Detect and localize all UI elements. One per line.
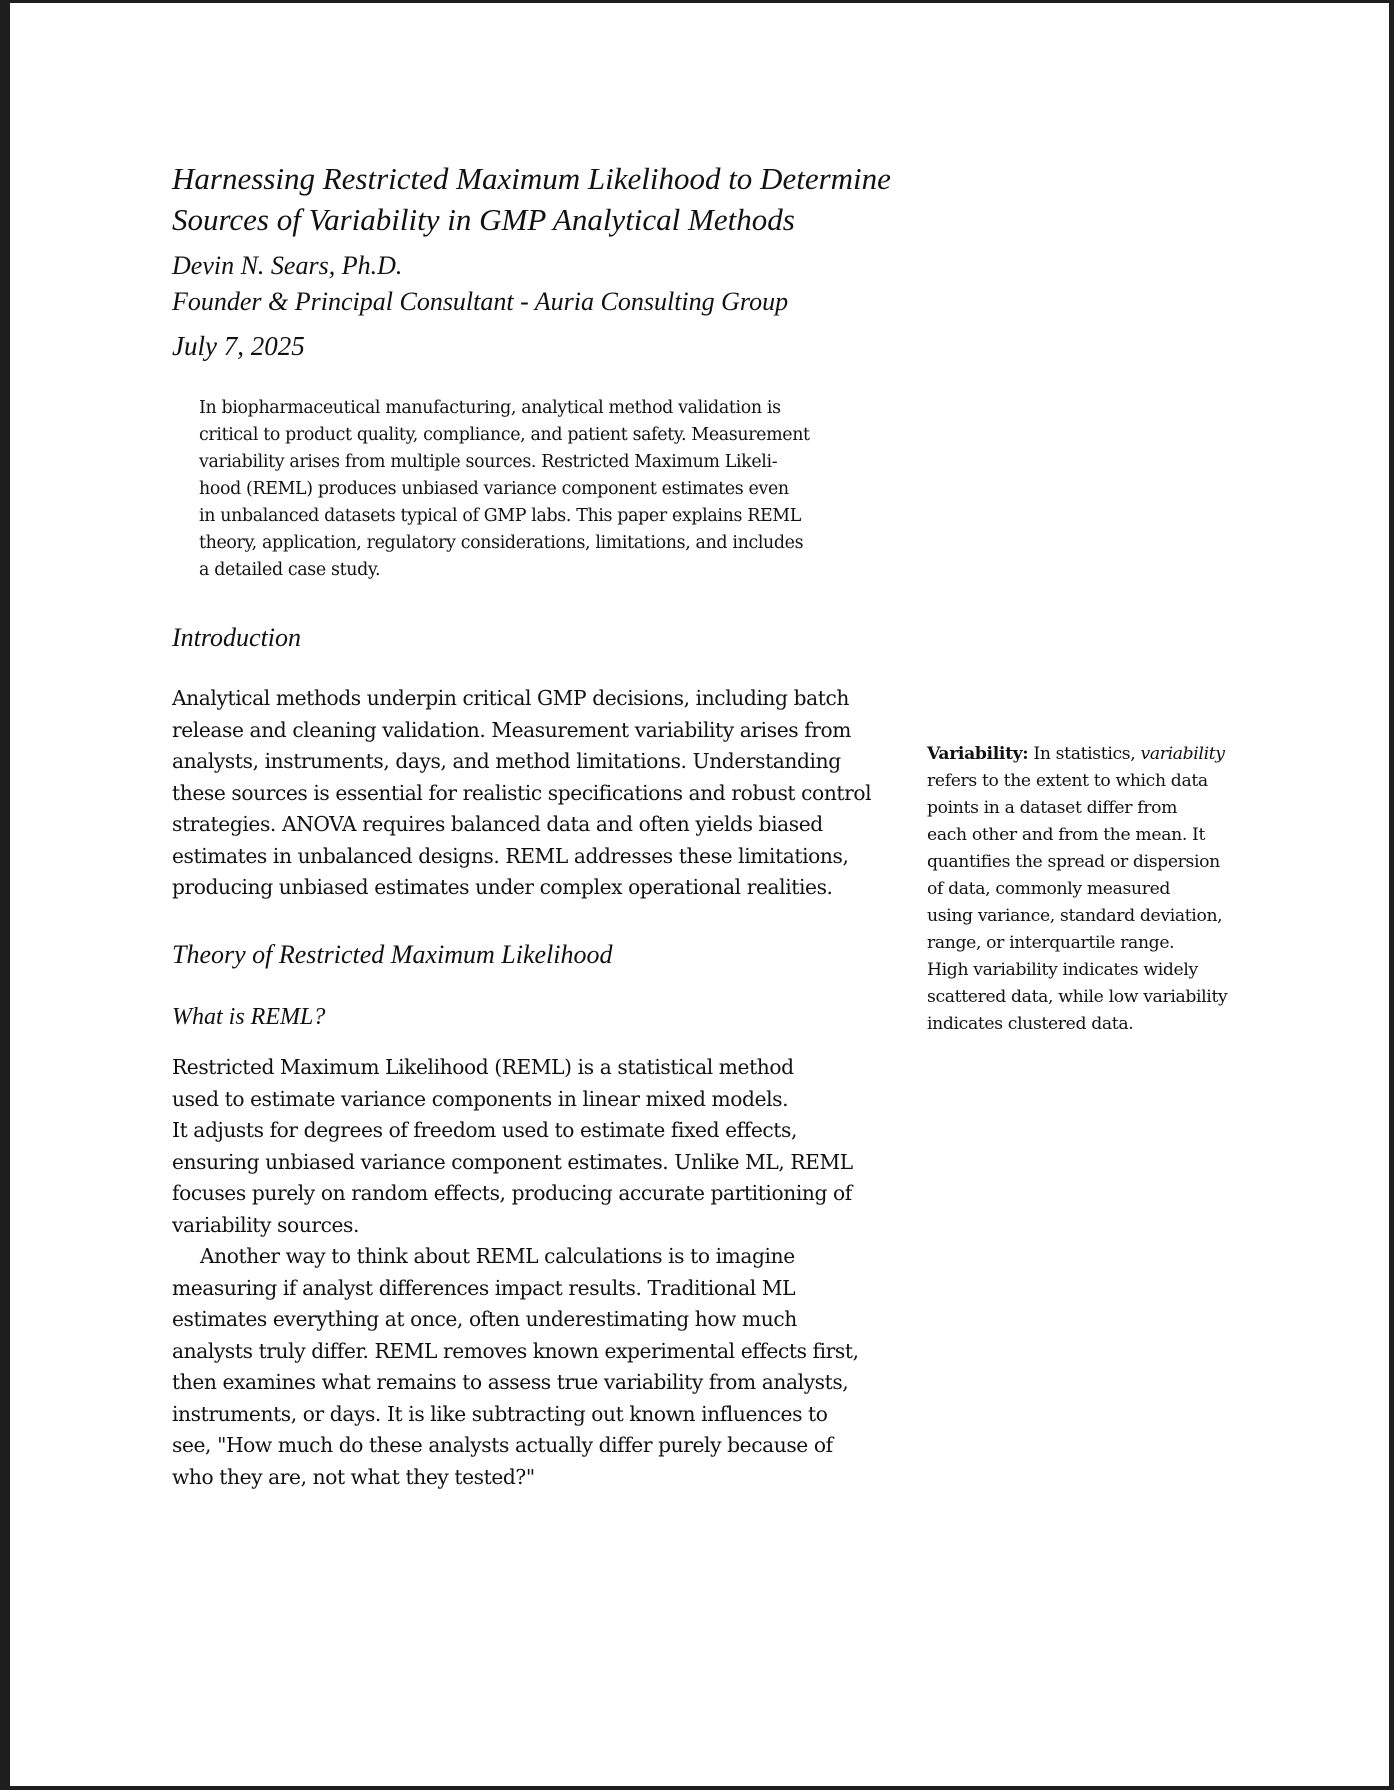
section-heading-introduction: Introduction [172,623,302,652]
paragraph-line: analysts, instruments, days, and method limitations. Understanding [172,749,841,773]
margin-note-emphasis: variability [1140,744,1225,764]
paragraph-line: Restricted Maximum Likelihood (REML) is a statistical method [172,1055,794,1079]
paragraph-line: variability sources. [172,1212,360,1237]
margin-note-line: using variance, standard deviation, [927,906,1223,926]
introduction-paragraph [172,683,892,904]
document-page [10,3,1389,1786]
paragraph-line: used to estimate variance components in linear mixed models. [172,1086,789,1111]
paragraph-line: measuring if analyst differences impact results. Traditional ML [172,1275,796,1300]
margin-note-line: of data, commonly measured [927,879,1171,899]
paragraph-line: focuses purely on random effects, producing accurate partitioning of [172,1181,852,1205]
paragraph-line: see, "How much do these analysts actually differ purely because of [172,1433,833,1457]
paragraph-line: It adjusts for degrees of freedom used to estimate fixed effects, [172,1118,797,1142]
abstract-line: In biopharmaceutical manufacturing, analytical method validation is [199,398,781,418]
margin-note-line: range, or interquartile range. [927,933,1175,953]
margin-note-term: Variability: [927,744,1029,764]
title-line: Sources of Variability in GMP Analytical Methods [172,202,795,237]
paragraph-line: Another way to think about REML calculations is to imagine [200,1244,795,1268]
paragraph-line: instruments, or days. It is like subtracting out known influences to [172,1401,828,1426]
abstract-line: variability arises from multiple sources. Restricted Maximum Likeli- [199,452,778,472]
paragraph-line: then examines what remains to assess true variability from analysts, [172,1370,849,1394]
paragraph-line: producing unbiased estimates under complex operational realities. [172,875,833,899]
paragraph-line: who they are, not what they tested?" [172,1464,535,1489]
section-heading-theory: Theory of Restricted Maximum Likelihood [172,940,613,969]
paragraph-line: estimates everything at once, often underestimating how much [172,1307,797,1331]
abstract-line: critical to product quality, compliance, and patient safety. Measurement [199,425,810,445]
margin-note-line: scattered data, while low variability [927,987,1228,1007]
subsection-heading-what-is-reml: What is REML? [172,1004,326,1030]
publication-date: July 7, 2025 [172,331,305,361]
margin-note-line: refers to the extent to which data [927,771,1208,791]
reml-paragraph-2 [172,1241,892,1493]
abstract-line: a detailed case study. [199,560,381,580]
margin-note-line: High variability indicates widely [927,960,1198,980]
author-affiliation: Founder & Principal Consultant - Auria Consulting Group [172,287,789,316]
paragraph-line: these sources is essential for realistic specifications and robust control [172,780,872,805]
abstract-line: in unbalanced datasets typical of GMP labs. This paper explains REML [199,506,801,526]
paragraph-line: strategies. ANOVA requires balanced data and often yields biased [172,812,823,836]
paragraph-line: ensuring unbiased variance component estimates. Unlike ML, REML [172,1149,853,1174]
paragraph-line: release and cleaning validation. Measurement variability arises from [172,717,852,742]
margin-note-line: each other and from the mean. It [927,825,1206,845]
margin-note-line: indicates clustered data. [927,1014,1134,1034]
paper-title [172,158,992,240]
margin-note-line: points in a dataset differ from [927,798,1178,818]
author-name: Devin N. Sears, Ph.D. [172,251,403,280]
paragraph-line: estimates in unbalanced designs. REML addresses these limitations, [172,843,849,868]
margin-note-variability [927,741,1267,1038]
abstract [199,395,859,584]
title-line: Harnessing Restricted Maximum Likelihood to Determine [172,161,891,196]
abstract-line: theory, application, regulatory considerations, limitations, and includes [199,533,804,553]
reml-paragraph-1 [172,1052,892,1241]
margin-note-first-line [927,741,1267,768]
margin-note-line: quantifies the spread or dispersion [927,852,1220,872]
margin-note-text: In statistics, [1028,744,1141,764]
paragraph-line: Analytical methods underpin critical GMP decisions, including batch [172,686,849,710]
paragraph-line: analysts truly differ. REML removes known experimental effects first, [172,1338,859,1363]
abstract-line: hood (REML) produces unbiased variance component estimates even [199,479,789,499]
